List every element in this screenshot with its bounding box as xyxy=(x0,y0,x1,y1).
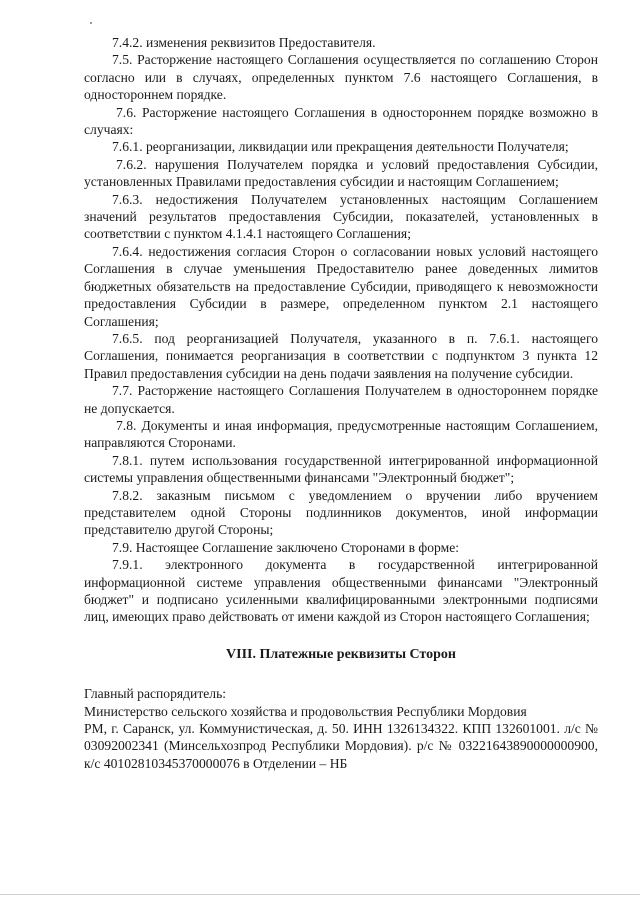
clause-7-6-3: 7.6.3. недостижения Получателем установленных настоящим Соглашением значений результатов предоставления Субсидии, показателей, установленных в соответствии с пунктом 4.1.4.1 настоящего Соглашения; xyxy=(84,191,598,242)
requisites-label: Главный распорядитель: xyxy=(84,686,227,702)
document-body xyxy=(84,34,598,772)
clause-7-6-5: 7.6.5. под реорганизацией Получателя, указанного в п. 7.6.1. настоящего Соглашения, понимается реорганизация в соответствии с подпунктом 3 пункта 12 Правил предоставления субсидии на день подачи заявления на получение субсидии. xyxy=(84,330,598,381)
page-edge-line xyxy=(0,894,640,895)
clause-7-6: 7.6. Расторжение настоящего Соглашения в одностороннем порядке возможно в случаях: xyxy=(84,104,598,138)
requisites-organization: Министерство сельского хозяйства и продовольствия Республики Мордовия xyxy=(84,703,527,719)
clause-7-8-2: 7.8.2. заказным письмом с уведомлением о вручении либо вручением представителем одной Стороны подлинников документов, иной информации представителю другой Стороны; xyxy=(84,487,598,538)
clause-7-9: 7.9. Настоящее Соглашение заключено Сторонами в форме: xyxy=(112,539,460,555)
clause-7-7: 7.7. Расторжение настоящего Соглашения Получателем в одностороннем порядке не допускается. xyxy=(84,383,598,416)
clause-7-9-1: 7.9.1. электронного документа в государственной интегрированной информационной системе управления общественными финансами "Электронный бюджет" и подписано усиленными квалифицированными электронными подписями лиц, имеющих право действовать от имени каждой из Сторон настоящего Соглашения; xyxy=(84,557,598,625)
clause-7-8: 7.8. Документы и иная информация, предусмотренные настоящим Соглашением, направляются Сторонами. xyxy=(84,417,598,451)
clause-7-6-2: 7.6.2. нарушения Получателем порядка и условий предоставления Субсидии, установленных Правилами предоставления субсидии и настоящим Соглашением; xyxy=(84,156,598,190)
clause-7-6-4: 7.6.4. недостижения согласия Сторон о согласовании новых условий настоящего Соглашения в случае уменьшения Предоставителю ранее доведенных лимитов бюджетных обязательств на предоставление Субсидии, приводящего к невозможности предоставления Субсидии в размере, определенном пунктом 2.1 настоящего Соглашения; xyxy=(84,243,598,329)
clause-7-4-2: 7.4.2. изменения реквизитов Предоставителя. xyxy=(112,35,376,50)
clause-7-6-1: 7.6.1. реорганизации, ликвидации или прекращения деятельности Получателя; xyxy=(112,139,569,155)
requisites-details: РМ, г. Саранск, ул. Коммунистическая, д. 50. ИНН 1326134322. КПП 132601001. л/с № 03092002341 (Минсельхозпрод Республики Мордовия). р/с № 03221643890000000900, к/с 40102810345370000076 в Отделении – НБ xyxy=(84,721,598,771)
clause-7-8-1: 7.8.1. путем использования государственной интегрированной информационной системы управления общественными финансами "Электронный бюджет"; xyxy=(84,452,598,486)
section-heading: VIII. Платежные реквизиты Сторон xyxy=(226,646,456,662)
scan-speck xyxy=(90,22,92,24)
clause-7-5: 7.5. Расторжение настоящего Соглашения осуществляется по соглашению Сторон согласно или в случаях, определенных пунктом 7.6 настоящего Соглашения, в одностороннем порядке. xyxy=(84,52,598,103)
